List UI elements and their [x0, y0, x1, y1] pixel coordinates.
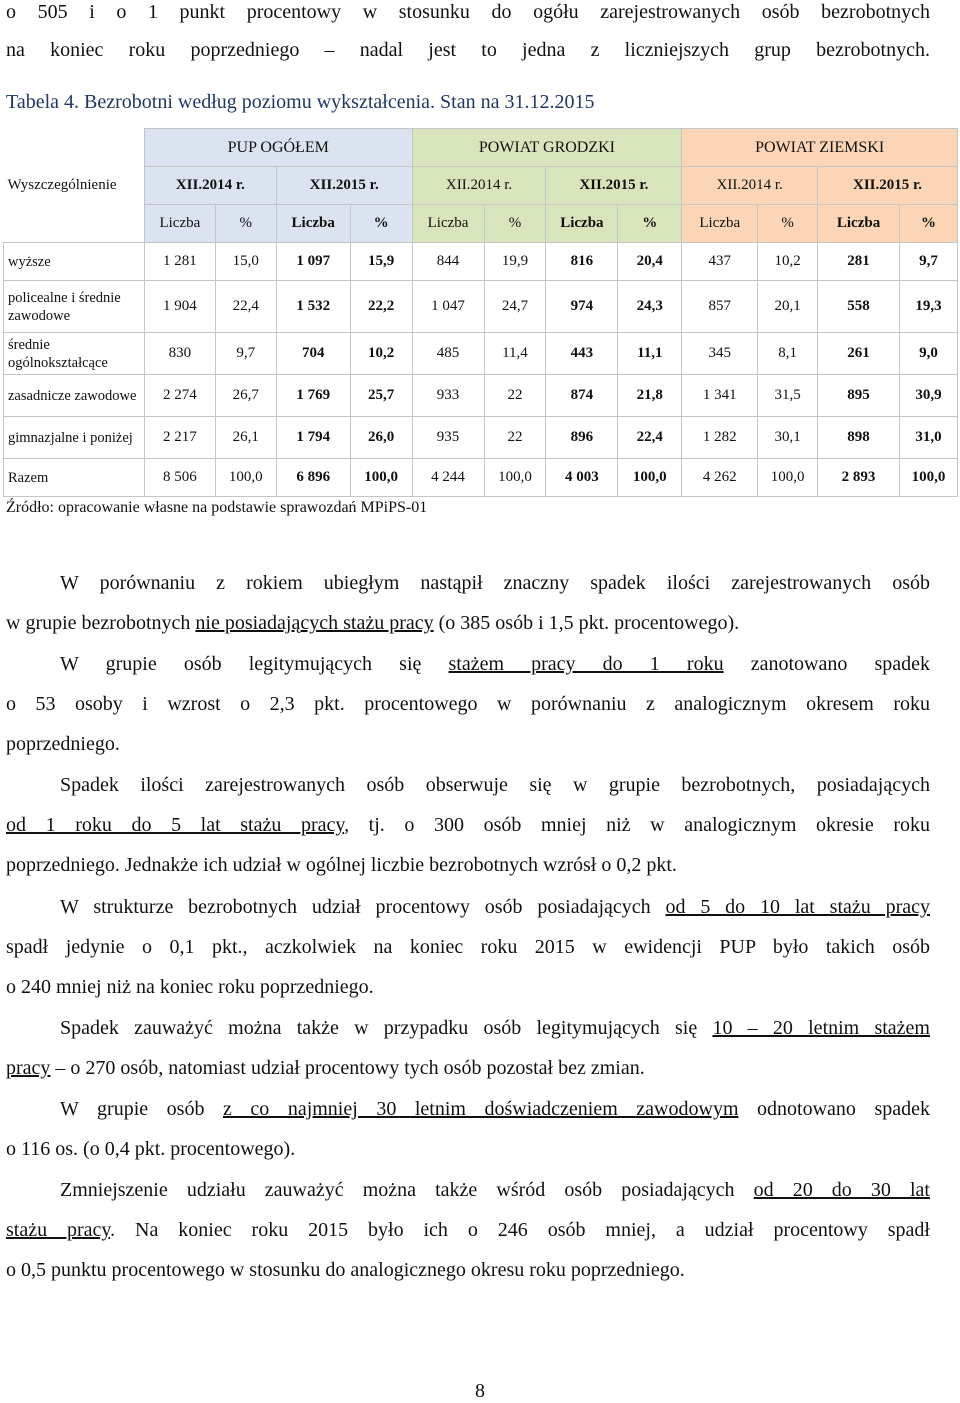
table-cell: 2 893 — [818, 459, 900, 497]
table-cell: 100,0 — [484, 459, 546, 497]
table-cell: 19,3 — [899, 281, 957, 333]
table-cell: 830 — [144, 333, 215, 375]
stub-header: Wyszczególnienie — [7, 177, 117, 194]
table-cell: 26,1 — [215, 417, 276, 459]
table-cell: 11,4 — [484, 333, 546, 375]
table-cell: 20,4 — [618, 243, 682, 281]
table-row — [4, 459, 958, 497]
row-label: Razem — [4, 459, 145, 497]
table-cell: 896 — [546, 417, 618, 459]
unit-header: % — [618, 205, 682, 243]
table-cell: 1 282 — [682, 417, 758, 459]
unit-header: % — [484, 205, 546, 243]
row-label: zasadnicze zawodowe — [4, 375, 145, 417]
table-cell: 558 — [818, 281, 900, 333]
text-line: W grupie osób legitymujących się stażem pracy do 1 roku zanotowano spadek — [60, 653, 931, 675]
table-cell: 8 506 — [144, 459, 215, 497]
table-cell: 261 — [818, 333, 900, 375]
group-header-pup: PUP OGÓŁEM — [144, 129, 412, 167]
text-line: o 53 osoby i wzrost o 2,3 pkt. procentowego w porównaniu z analogicznym okresem roku — [6, 693, 930, 715]
text-line: Spadek ilości zarejestrowanych osób obserwuje się w grupie bezrobotnych, posiadających — [60, 774, 930, 796]
page-number: 8 — [475, 1380, 485, 1402]
table-cell: 30,9 — [899, 375, 957, 417]
unit-header: Liczba — [546, 205, 618, 243]
table-cell: 2 274 — [144, 375, 215, 417]
table-cell: 895 — [818, 375, 900, 417]
table-cell: 24,7 — [484, 281, 546, 333]
period-header: XII.2015 r. — [546, 167, 682, 205]
text-line: Spadek zauważyć można także w przypadku osób legitymujących się 10 – 20 letnim stażem — [60, 1017, 930, 1039]
table-body — [4, 243, 958, 497]
table-cell: 935 — [412, 417, 484, 459]
row-label: policealne i średnie zawodowe — [4, 281, 145, 333]
table-cell: 26,0 — [350, 417, 412, 459]
table-cell: 2 217 — [144, 417, 215, 459]
table-cell: 485 — [412, 333, 484, 375]
text-line: o 240 mniej niż na koniec roku poprzedniego. — [6, 976, 374, 998]
table-cell: 4 003 — [546, 459, 618, 497]
unit-header: Liczba — [682, 205, 758, 243]
text-line: stażu pracy. Na koniec roku 2015 było ich o 246 osób mniej, a udział procentowy spadł — [6, 1219, 930, 1241]
table-cell: 816 — [546, 243, 618, 281]
text-line: poprzedniego. Jednakże ich udział w ogólnej liczbie bezrobotnych wzrósł o 0,2 pkt. — [6, 854, 677, 876]
unit-header: % — [758, 205, 818, 243]
table-cell: 874 — [546, 375, 618, 417]
education-table — [3, 128, 958, 497]
table-cell: 857 — [682, 281, 758, 333]
table-cell: 15,0 — [215, 243, 276, 281]
text-line: o 116 os. (o 0,4 pkt. procentowego). — [6, 1138, 296, 1160]
table-cell: 21,8 — [618, 375, 682, 417]
table-cell: 100,0 — [350, 459, 412, 497]
table-cell: 933 — [412, 375, 484, 417]
table-cell: 19,9 — [484, 243, 546, 281]
table-cell: 8,1 — [758, 333, 818, 375]
unit-header: % — [215, 205, 276, 243]
table-cell: 844 — [412, 243, 484, 281]
period-header: XII.2014 r. — [144, 167, 276, 205]
paragraph-6 — [6, 1089, 930, 1169]
table-cell: 100,0 — [758, 459, 818, 497]
table-row — [4, 281, 958, 333]
group-header-grodzki: POWIAT GRODZKI — [412, 129, 682, 167]
table-cell: 22,4 — [618, 417, 682, 459]
text-line: Zmniejszenie udziału zauważyć można także wśród osób posiadających od 20 do 30 lat — [60, 1179, 930, 1201]
table-cell: 100,0 — [618, 459, 682, 497]
paragraph-5 — [6, 1008, 930, 1088]
table-cell: 31,5 — [758, 375, 818, 417]
table-cell: 443 — [546, 333, 618, 375]
table-cell: 22 — [484, 375, 546, 417]
table-cell: 1 281 — [144, 243, 215, 281]
table-cell: 100,0 — [899, 459, 957, 497]
paragraph-2 — [6, 644, 930, 764]
unit-header: % — [899, 205, 957, 243]
table-cell: 1 341 — [682, 375, 758, 417]
table-cell: 15,9 — [350, 243, 412, 281]
table-cell: 30,1 — [758, 417, 818, 459]
table-cell: 26,7 — [215, 375, 276, 417]
period-header: XII.2014 r. — [412, 167, 546, 205]
text-line: W grupie osób z co najmniej 30 letnim doświadczeniem zawodowym odnotowano spadek — [60, 1098, 930, 1120]
table-cell: 898 — [818, 417, 900, 459]
table-cell: 281 — [818, 243, 900, 281]
table-cell: 345 — [682, 333, 758, 375]
table-cell: 9,0 — [899, 333, 957, 375]
unit-header: Liczba — [412, 205, 484, 243]
table-row — [4, 333, 958, 375]
intro-line-1: o 505 i o 1 punkt procentowy w stosunku do ogółu zarejestrowanych osób bezrobotnych — [6, 1, 930, 23]
unit-header: Liczba — [276, 205, 350, 243]
table-cell: 9,7 — [215, 333, 276, 375]
text-line: poprzedniego. — [6, 733, 120, 755]
intro-line-2: na koniec roku poprzedniego – nadal jest to jedna z liczniejszych grup bezrobotnych. — [6, 39, 930, 61]
text-line: od 1 roku do 5 lat stażu pracy, tj. o 300 osób mniej niż w analogicznym okresie roku — [6, 814, 931, 836]
period-header: XII.2014 r. — [682, 167, 818, 205]
unit-header: Liczba — [818, 205, 900, 243]
row-label: gimnazjalne i poniżej — [4, 417, 145, 459]
table-cell: 31,0 — [899, 417, 957, 459]
group-header-ziemski: POWIAT ZIEMSKI — [682, 129, 958, 167]
table-cell: 4 262 — [682, 459, 758, 497]
table-row — [4, 375, 958, 417]
table-cell: 100,0 — [215, 459, 276, 497]
table-cell: 22,4 — [215, 281, 276, 333]
table-caption: Tabela 4. Bezrobotni według poziomu wykształcenia. Stan na 31.12.2015 — [6, 91, 595, 113]
text-line: w grupie bezrobotnych nie posiadających stażu pracy (o 385 osób i 1,5 pkt. procentowego). — [6, 612, 740, 634]
period-header: XII.2015 r. — [818, 167, 958, 205]
unit-header: Liczba — [144, 205, 215, 243]
table-cell: 22,2 — [350, 281, 412, 333]
table-cell: 1 794 — [276, 417, 350, 459]
table-cell: 1 097 — [276, 243, 350, 281]
table-cell: 25,7 — [350, 375, 412, 417]
table-row — [4, 417, 958, 459]
table-cell: 20,1 — [758, 281, 818, 333]
row-label: wyższe — [4, 243, 145, 281]
paragraph-3 — [6, 765, 930, 885]
paragraph-4 — [6, 887, 930, 1007]
table-source: Źródło: opracowanie własne na podstawie sprawozdań MPiPS-01 — [6, 499, 428, 516]
unit-header: % — [350, 205, 412, 243]
table-cell: 11,1 — [618, 333, 682, 375]
table-row — [4, 243, 958, 281]
paragraph-1 — [6, 563, 930, 643]
text-line: W strukturze bezrobotnych udział procentowy osób posiadających od 5 do 10 lat stażu pracy — [60, 896, 931, 918]
table-cell: 10,2 — [350, 333, 412, 375]
text-line: spadł jedynie o 0,1 pkt., aczkolwiek na koniec roku 2015 w ewidencji PUP było takich osób — [6, 936, 930, 958]
paragraph-7 — [6, 1170, 930, 1290]
table-cell: 22 — [484, 417, 546, 459]
table-cell: 1 904 — [144, 281, 215, 333]
row-label: średnie ogólnokształcące — [4, 333, 145, 375]
text-line: pracy – o 270 osób, natomiast udział procentowy tych osób pozostał bez zmian. — [6, 1057, 645, 1079]
table-cell: 4 244 — [412, 459, 484, 497]
text-line: W porównaniu z rokiem ubiegłym nastąpił znaczny spadek ilości zarejestrowanych osób — [60, 572, 930, 594]
text-line: o 0,5 punktu procentowego w stosunku do analogicznego okresu roku poprzedniego. — [6, 1259, 685, 1281]
table-cell: 1 769 — [276, 375, 350, 417]
period-header: XII.2015 r. — [276, 167, 412, 205]
table-cell: 437 — [682, 243, 758, 281]
table-cell: 10,2 — [758, 243, 818, 281]
table-cell: 24,3 — [618, 281, 682, 333]
table-cell: 1 047 — [412, 281, 484, 333]
table-cell: 974 — [546, 281, 618, 333]
table-cell: 6 896 — [276, 459, 350, 497]
table-cell: 1 532 — [276, 281, 350, 333]
table-cell: 704 — [276, 333, 350, 375]
table-cell: 9,7 — [899, 243, 957, 281]
